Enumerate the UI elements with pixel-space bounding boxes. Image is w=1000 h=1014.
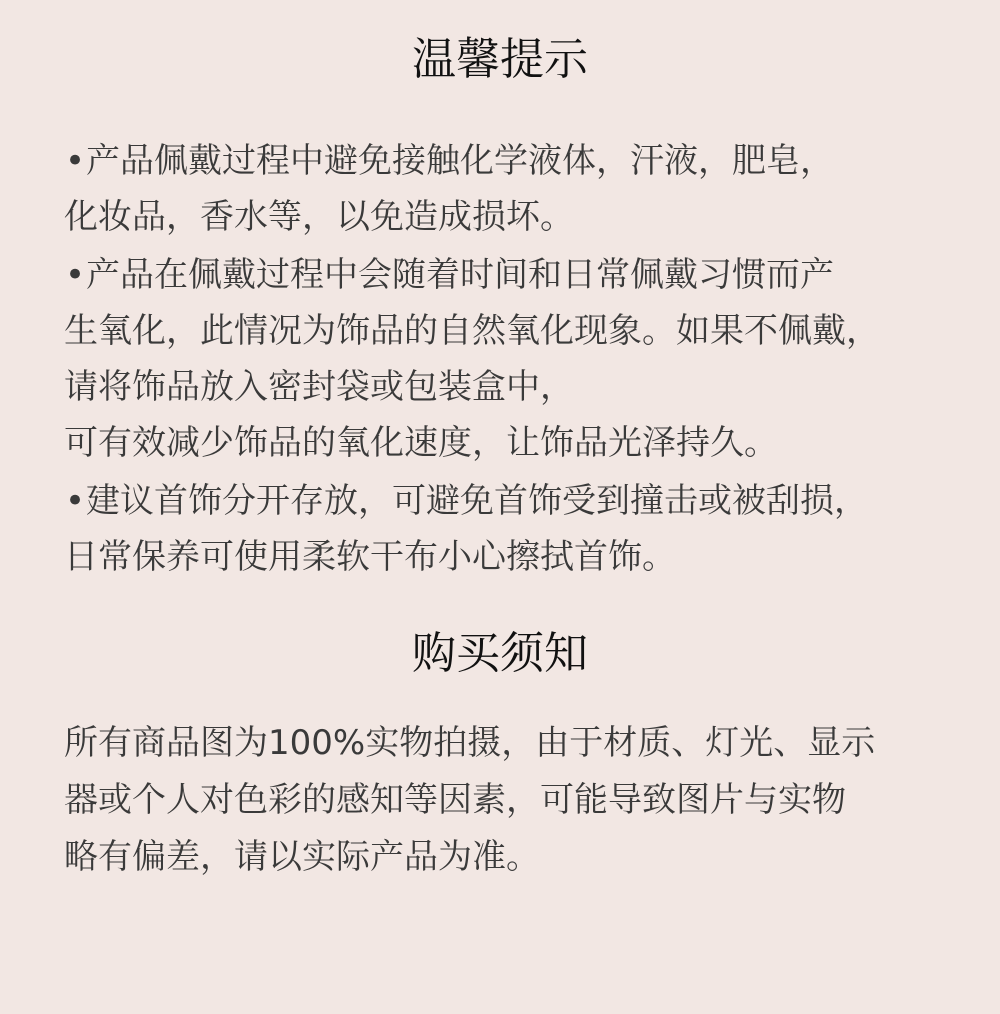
tip-line — [64, 473, 994, 529]
tip-line — [64, 247, 994, 303]
tip-item-oxidation — [64, 247, 994, 471]
tip-line: 化妆品，香水等，以免造成损坏。 — [64, 197, 574, 237]
tips-list — [64, 133, 994, 587]
tip-text: 建议首饰分开存放，可避免首饰受到撞击或被刮损， — [86, 481, 868, 521]
tip-line: 日常保养可使用柔软干布小心擦拭首饰。 — [64, 537, 676, 577]
tip-text: 产品在佩戴过程中会随着时间和日常佩戴习惯而产 — [86, 255, 834, 295]
tip-item-chemicals — [64, 133, 994, 245]
notice-line: 所有商品图为100%实物拍摄，由于材质、灯光、显示 — [64, 723, 876, 763]
purchase-notice-text — [64, 715, 994, 886]
notice-line: 器或个人对色彩的感知等因素，可能导致图片与实物 — [64, 780, 846, 820]
tip-line: 可有效减少饰品的氧化速度，让饰品光泽持久。 — [64, 423, 778, 463]
bullet-dot: • — [64, 141, 86, 181]
purchase-notice-title: 购买须知 — [412, 628, 588, 679]
tip-text: 产品佩戴过程中避免接触化学液体，汗液，肥皂， — [86, 141, 834, 181]
tip-item-storage — [64, 473, 994, 585]
tip-line — [64, 133, 994, 189]
tip-line: 请将饰品放入密封袋或包装盒中， — [64, 367, 574, 407]
bullet-dot: • — [64, 481, 86, 521]
tips-title: 温馨提示 — [412, 34, 588, 85]
bullet-dot: • — [64, 255, 86, 295]
notice-line: 略有偏差，请以实际产品为准。 — [64, 837, 540, 877]
tip-line: 生氧化，此情况为饰品的自然氧化现象。如果不佩戴， — [64, 311, 880, 351]
